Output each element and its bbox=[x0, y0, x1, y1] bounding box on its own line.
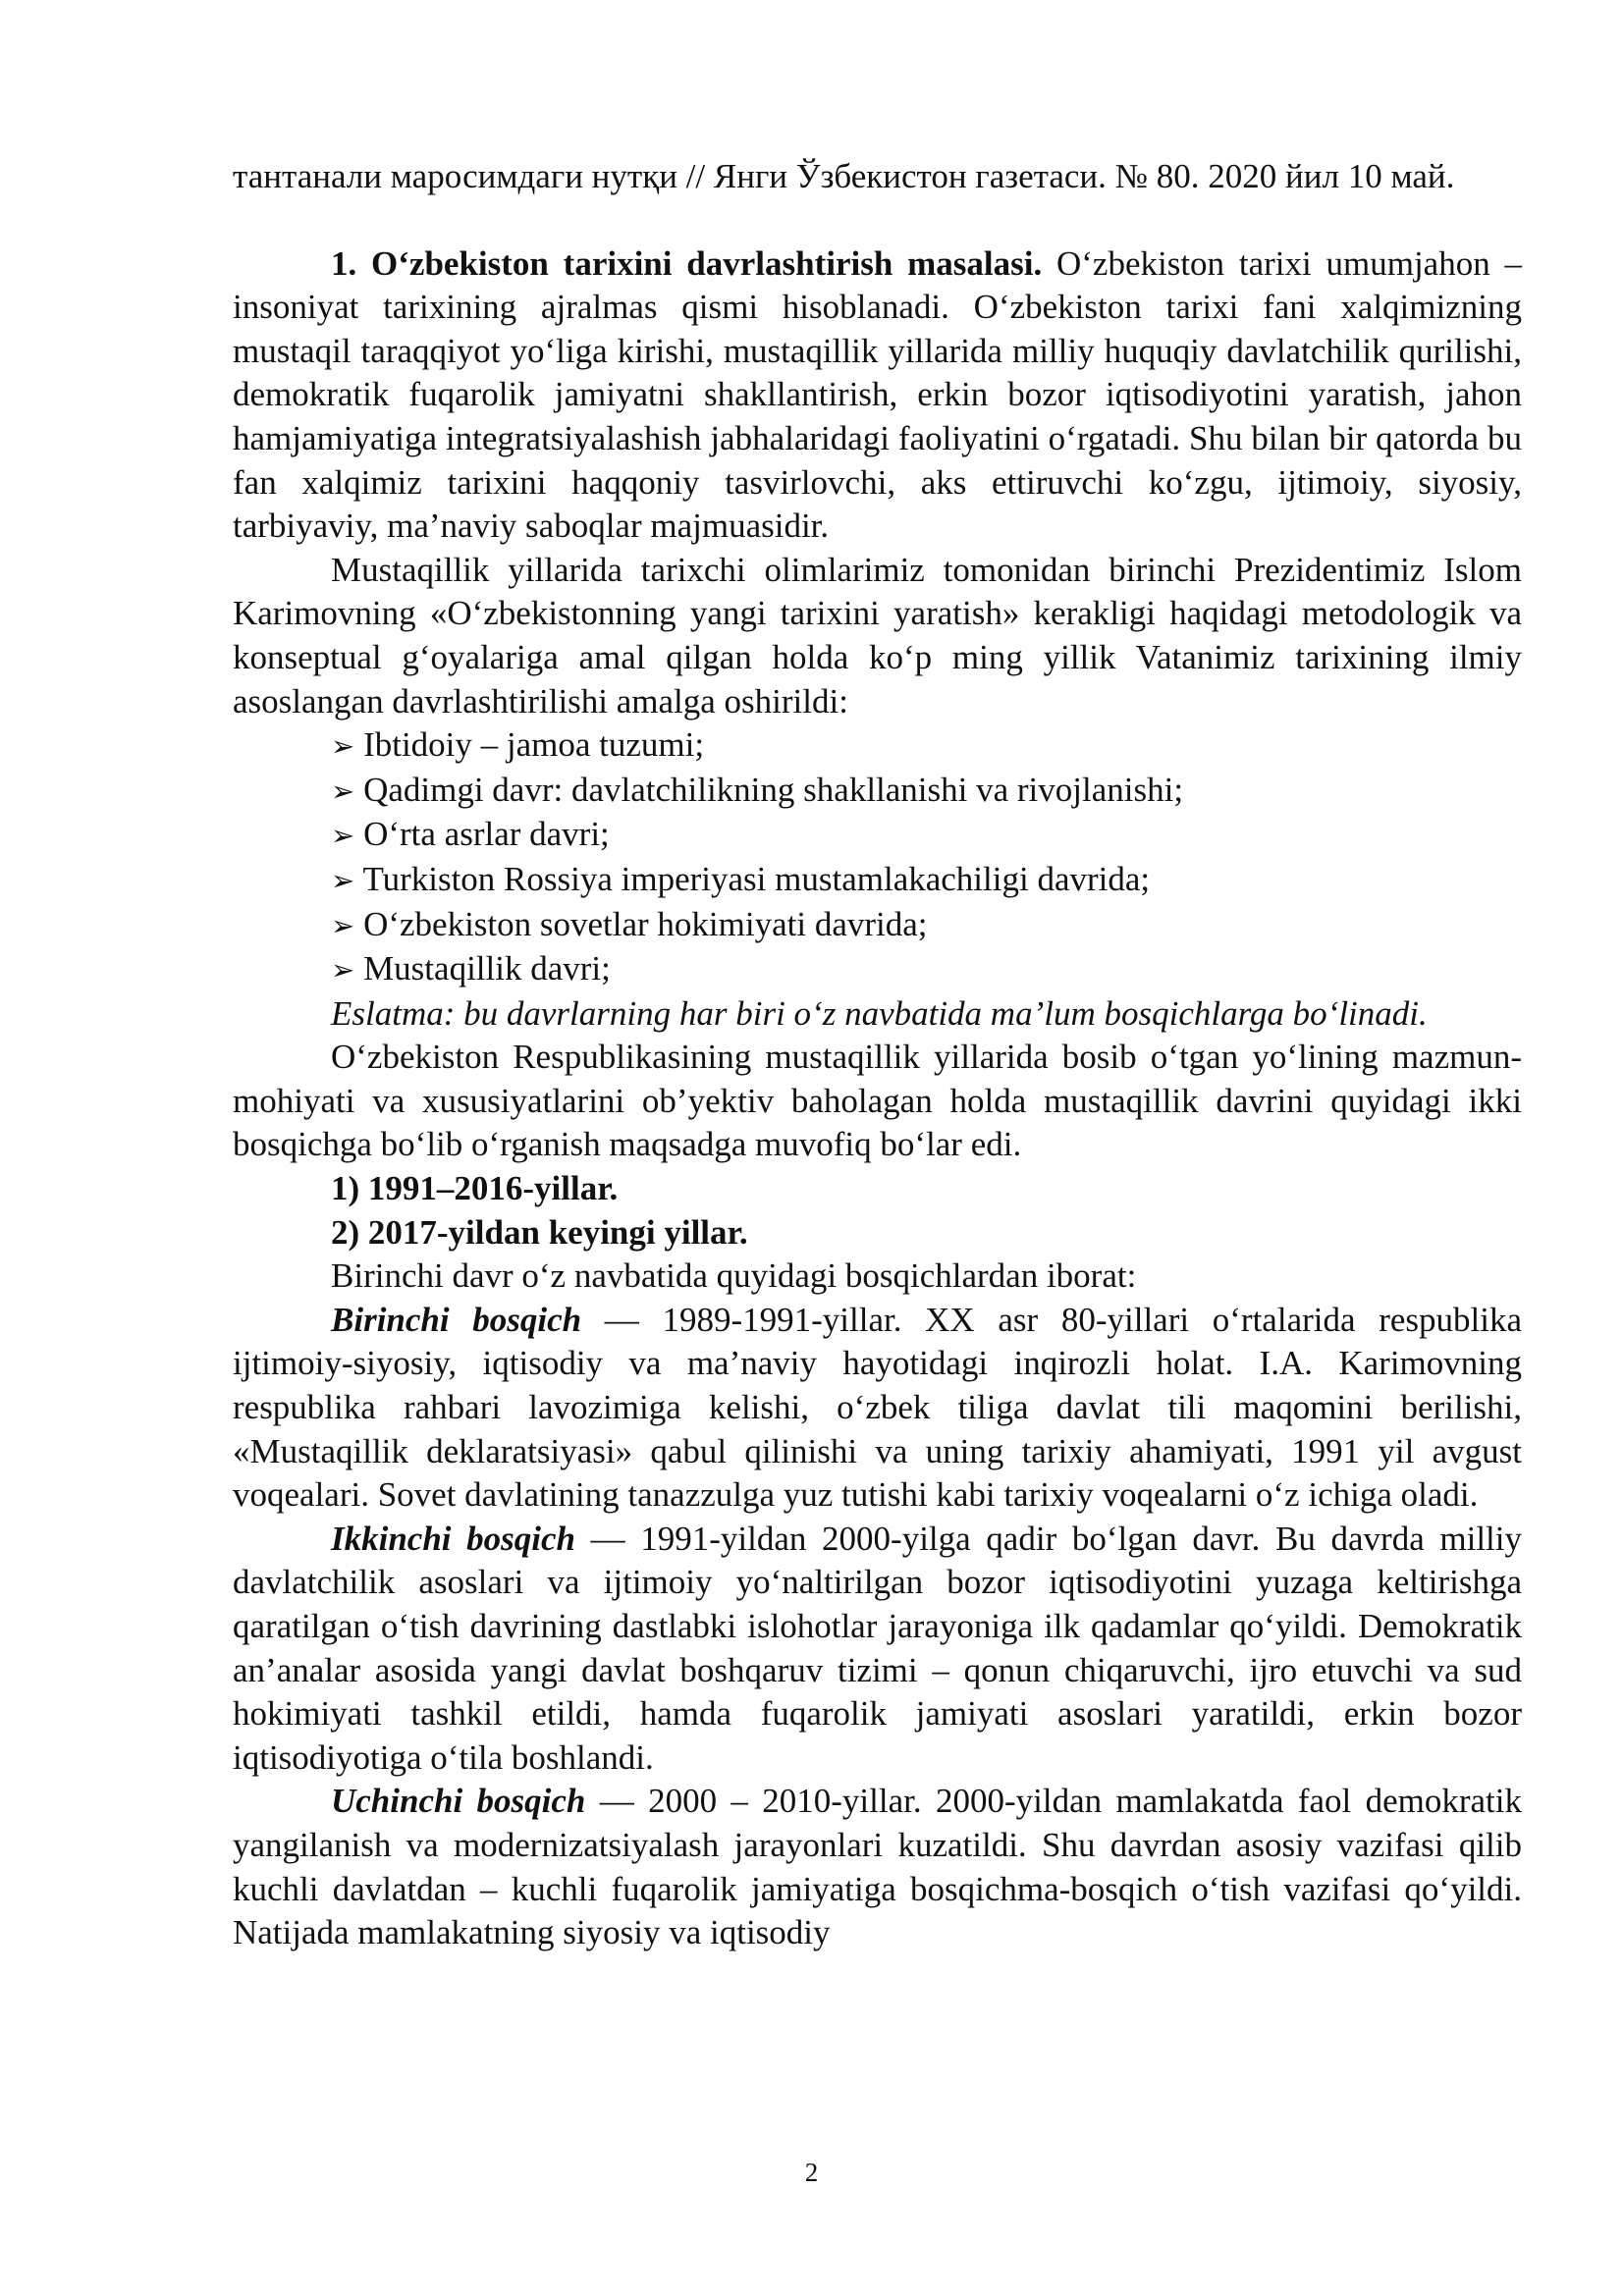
bullet-arrow-icon: ➢ bbox=[331, 953, 355, 988]
list-item: ➢ Qadimgi davr: davlatchilikning shakllanishi va rivojlanishi; bbox=[331, 770, 1184, 809]
phase-text: — 1989-1991-yillar. XX asr 80-yillari o‘rtalarida respublika ijtimoiy-siyosiy, iqtisodiy va ma’naviy hayotidagi inqirozli holat. I.A. Karimovning respublika rahbari lavozimiga kelishi, o‘zbek tiliga davlat tili maqomini berilishi, «Mustaqillik deklaratsiyasi» qabul qilinishi va uning tarixiy ahamiyati, 1991 yil avgust voqealari. Sovet davlatining tanazzulga yuz tutishi kabi tarixiy voqealarni o‘z ichiga oladi. bbox=[233, 1300, 1522, 1515]
phase-title: Uchinchi bosqich bbox=[331, 1782, 586, 1821]
intro-paragraph: тантанали маросимдаги нутқи // Янги Ўзбекистон газетаси. № 80. 2020 йил 10 май. bbox=[233, 157, 1455, 195]
list-item: ➢ O‘rta asrlar davri; bbox=[331, 815, 610, 854]
phase-title: Birinchi bosqich bbox=[331, 1300, 582, 1339]
section-paragraph bbox=[233, 242, 1522, 549]
phase-paragraph bbox=[233, 1780, 1522, 1954]
page-number: 2 bbox=[804, 2158, 819, 2187]
stage-item: 1) 1991–2016-yillar. bbox=[331, 1169, 619, 1208]
periodization-paragraph: Mustaqillik yillarida tarixchi olimlarimiz tomonidan birinchi Prezidentimiz Islom Karimovning «O‘zbekistonning yangi tarixini yaratish» kerakligi haqidagi metodologik va konseptual g‘oyalariga amal qilgan holda ko‘p ming yillik Vatanimiz tarixining ilmiy asoslangan davrlashtirilishi amalga oshirildi: bbox=[233, 550, 1522, 721]
bullet-arrow-icon: ➢ bbox=[331, 729, 355, 764]
phase-paragraph bbox=[233, 1518, 1522, 1781]
bullet-arrow-icon: ➢ bbox=[331, 774, 355, 808]
phase-paragraph bbox=[233, 1299, 1522, 1518]
phase-title: Ikkinchi bosqich bbox=[331, 1519, 576, 1558]
list-item: ➢ Ibtidoiy – jamoa tuzumi; bbox=[331, 725, 705, 765]
first-period-intro: Birinchi davr o‘z navbatida quyidagi bosqichlardan iborat: bbox=[331, 1256, 1137, 1296]
phase-text: — 1991-yildan 2000-yilga qadir bo‘lgan davr. Bu davrda milliy davlatchilik asoslari va ijtimoiy yo‘naltirilgan bozor iqtisodiyotini yuzaga keltirishga qaratilgan o‘tish davrining dastlabki islohotlar jarayoniga ilk qadamlar qo‘yildi. Demokratik an’analar asosida yangi davlat boshqaruv tizimi – qonun chiqaruvchi, ijro etuvchi va sud hokimiyati tashkil etildi, hamda fuqarolik jamiyati asoslari yaratildi, erkin bozor iqtisodiyotiga o‘tila boshlandi. bbox=[233, 1519, 1522, 1777]
section-heading: 1. O‘zbekiston tarixini davrlashtirish masalasi. bbox=[331, 243, 1043, 283]
note-paragraph bbox=[233, 992, 1522, 1037]
periods-list bbox=[233, 723, 1522, 992]
bullet-arrow-icon: ➢ bbox=[331, 819, 355, 853]
bullet-arrow-icon: ➢ bbox=[331, 863, 355, 897]
stage-item: 2) 2017-yildan keyingi yillar. bbox=[331, 1212, 748, 1252]
note-text: Eslatma: bu davrlarning har biri o‘z navbatida ma’lum bosqichlarga bo‘linadi. bbox=[331, 993, 1428, 1033]
bullet-arrow-icon: ➢ bbox=[331, 908, 355, 942]
phase-text: — 2000 – 2010-yillar. 2000-yildan mamlakatda faol demokratik yangilanish va modernizatsiyalash jarayonlari kuzatildi. Shu davrdan asosiy vazifasi qilib kuchli davlatdan – kuchli fuqarolik jamiyatiga bosqichma-bosqich o‘tish vazifasi qo‘yildi. Natijada mamlakatning siyosiy va iqtisodiy bbox=[233, 1782, 1522, 1952]
list-item: ➢ Turkiston Rossiya imperiyasi mustamlakachiligi davrida; bbox=[331, 859, 1151, 898]
page-body bbox=[233, 155, 1522, 1955]
list-item: ➢ O‘zbekiston sovetlar hokimiyati davrida; bbox=[331, 904, 928, 943]
independence-paragraph: O‘zbekiston Respublikasining mustaqillik yillarida bosib o‘tgan yo‘lining mazmun-mohiyati va xususiyatlarini ob’yektiv baholagan holda mustaqillik davrini quyidagi ikki bosqichga bo‘lib o‘rganish maqsadga muvofiq bo‘lar edi. bbox=[233, 1038, 1522, 1164]
section-text: O‘zbekiston tarixi umumjahon – insoniyat tarixining ajralmas qismi hisoblanadi. O‘zbekiston tarixi fani xalqimizning mustaqil taraqqiyot yo‘liga kirishi, mustaqillik yillarida milliy huquqiy davlatchilik qurilishi, demokratik fuqarolik jamiyatni shakllantirish, erkin bozor iqtisodiyotini yaratish, jahon hamjamiyatiga integratsiyalashish jabhalaridagi faoliyatini o‘rgatadi. Shu bilan bir qatorda bu fan xalqimiz tarixini haqqoniy tasvirlovchi, aks ettiruvchi ko‘zgu, ijtimoiy, siyosiy, tarbiyaviy, ma’naviy saboqlar majmuasidir. bbox=[233, 243, 1522, 546]
list-item: ➢ Mustaqillik davri; bbox=[331, 949, 611, 988]
